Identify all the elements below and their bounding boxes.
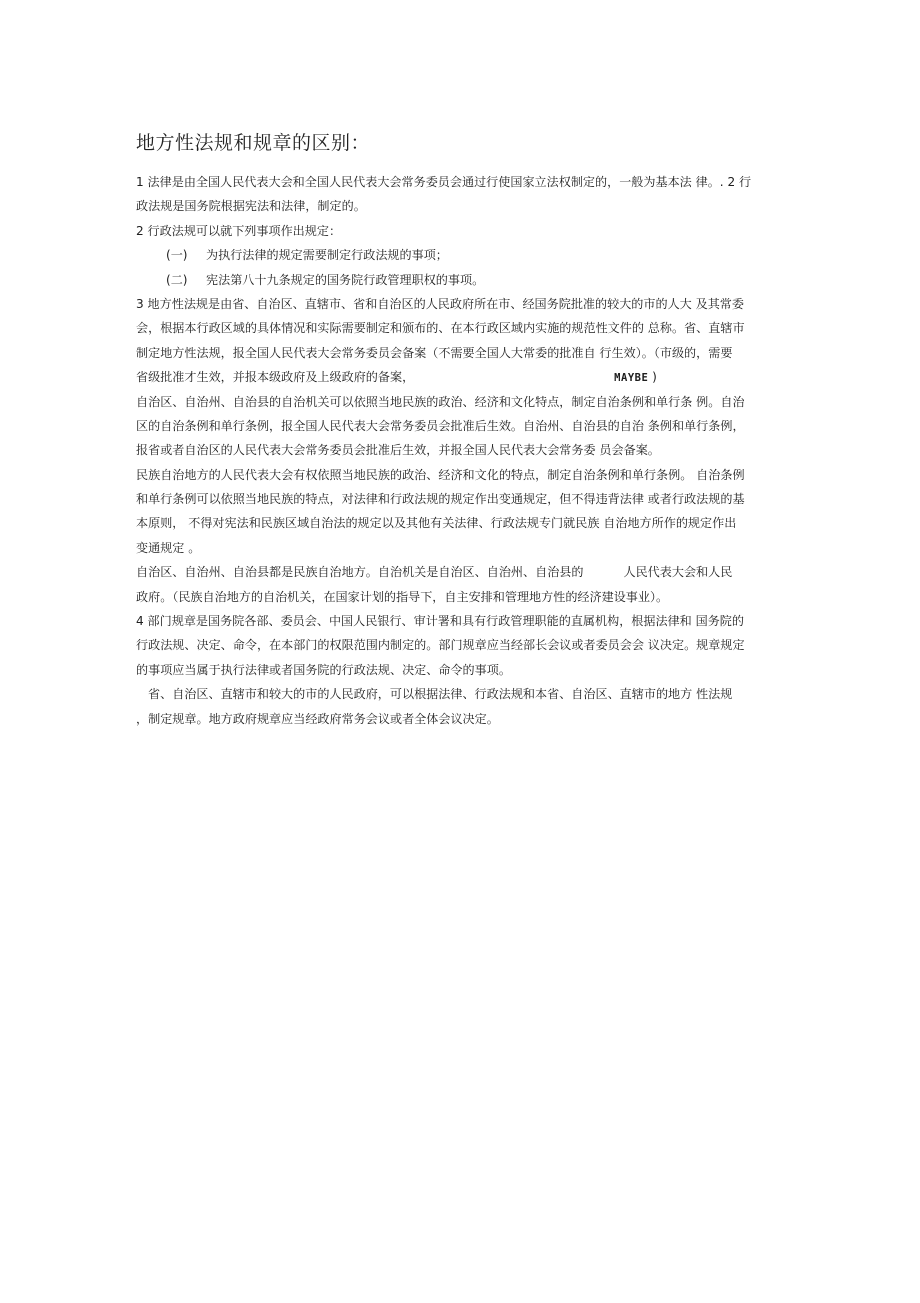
- text-line: 1 法律是由全国人民代表大会和全国人民代表大会常务委员会通过行使国家立法权制定的，一般为基本法 律。. 2 行: [136, 175, 752, 189]
- text-line: [136, 365, 776, 389]
- text-line: 3 地方性法规是由省、自治区、直辖市、省和自治区的人民政府所在市、经国务院批准的较大的市的人大 及其常委: [136, 296, 744, 311]
- text-line: ，制定规章。地方政府规章应当经政府常务会议或者全体会议决定。: [136, 711, 499, 726]
- text-line: 制定地方性法规，报全国人民代表大会常务委员会备案（不需要全国人大常委的批准自 行生效）。（市级的，需要: [136, 345, 733, 360]
- text-line: 会，根据本行政区域的具体情况和实际需要制定和颁布的、在本行政区域内实施的规范性文件的 总称。省、直辖市: [136, 321, 745, 336]
- text-line: 的事项应当属于执行法律或者国务院的行政法规、决定、命令的事项。: [136, 662, 511, 677]
- text-segment: 自治区、自治州、自治县都是民族自治地方。自治机关是自治区、自治州、自治县的: [136, 565, 584, 580]
- maybe-close: ): [652, 370, 657, 385]
- text-line: 政法规是国务院根据宪法和法律，制定的。: [136, 199, 366, 214]
- list-item-text: 宪法第八十九条规定的国务院行政管理职权的事项。: [206, 272, 485, 287]
- text-line: 4 部门规章是国务院各部、委员会、中国人民银行、审计署和具有行政管理职能的直属机构，根据法律和 国务院的: [136, 614, 744, 629]
- list-item: [136, 243, 776, 267]
- text-line: 区的自治条例和单行条例，报全国人民代表大会常务委员会批准后生效。自治州、自治县的自治 条例和单行条例，: [136, 418, 745, 433]
- text-line: 民族自治地方的人民代表大会有权依照当地民族的政治、经济和文化的特点，制定自治条例和单行条例。 自治条例: [136, 467, 745, 482]
- page-title: 地方性法规和规章的区别：: [136, 132, 371, 154]
- text-line: 本原则， 不得对宪法和民族区域自治法的规定以及其他有关法律、行政法规专门就民族 自治地方所作的规定作出: [136, 516, 737, 531]
- maybe-note: MAYBE: [614, 372, 649, 385]
- text-line: 2 行政法规可以就下列事项作出规定：: [136, 223, 342, 238]
- list-item-number: (二): [166, 272, 188, 287]
- list-item: [136, 268, 776, 292]
- text-line: [136, 560, 776, 584]
- text-line: 政府。（民族自治地方的自治机关，在国家计划的指导下，自主安排和管理地方性的经济建设事业）。: [136, 589, 669, 604]
- text-line: 和单行条例可以依照当地民族的特点，对法律和行政法规的规定作出变通规定，但不得违背法律 或者行政法规的基: [136, 492, 745, 507]
- list-item-number: (一): [166, 248, 188, 263]
- text-line: 变通规定 。: [136, 540, 201, 555]
- text-line: 自治区、自治州、自治县的自治机关可以依照当地民族的政治、经济和文化特点，制定自治条例和单行条 例。自治: [136, 394, 745, 409]
- text-line: 行政法规、决定、命令，在本部门的权限范围内制定的。部门规章应当经部长会议或者委员会会 议决定。规章规定: [136, 638, 745, 653]
- text-segment: 省级批准才生效，并报本级政府及上级政府的备案，: [136, 370, 415, 385]
- text-line: 报省或者自治区的人民代表大会常务委员会批准后生效，并报全国人民代表大会常务委 员会备案。: [136, 443, 660, 458]
- list-item-text: 为执行法律的规定需要制定行政法规的事项；: [206, 248, 448, 263]
- text-line: 省、自治区、直辖市和较大的市的人民政府，可以根据法律、行政法规和本省、自治区、直辖市的地方 性法规: [148, 687, 733, 702]
- text-segment: 人民代表大会和人民: [623, 565, 733, 580]
- document-body: [136, 170, 776, 731]
